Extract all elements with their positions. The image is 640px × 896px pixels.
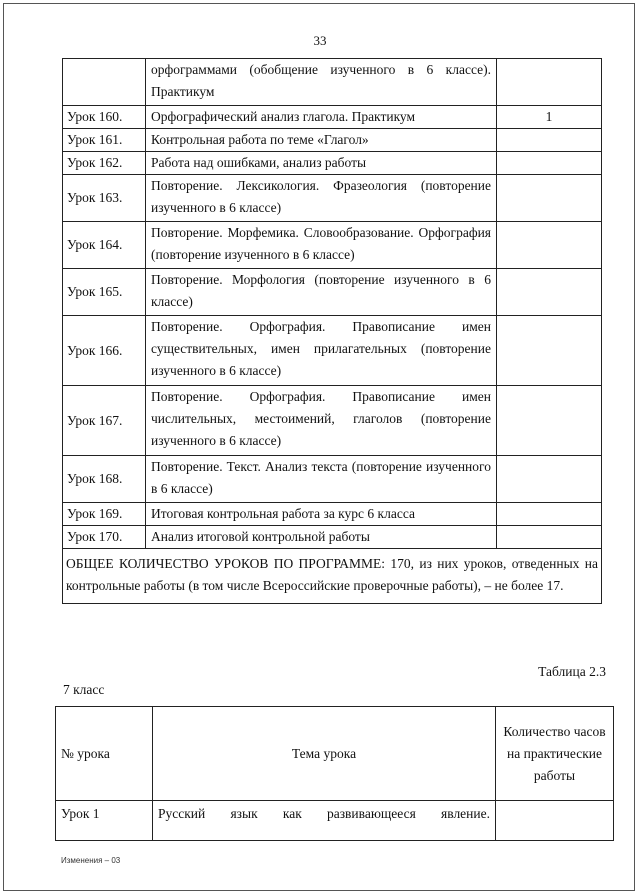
header-lesson-topic: Тема урока	[153, 707, 496, 801]
table-row	[63, 503, 602, 526]
total-row	[63, 549, 602, 604]
topic-cell: Повторение. Лексикология. Фразеология (повторение изученного в 6 классе)	[146, 175, 497, 222]
hours-cell	[497, 526, 602, 549]
table-header-row	[56, 707, 614, 801]
hours-cell	[497, 222, 602, 269]
lesson-cell: Урок 165.	[63, 269, 146, 316]
topic-cell: Русский язык как развивающееся явление.	[153, 801, 496, 841]
lesson-cell	[63, 59, 146, 106]
lesson-cell: Урок 162.	[63, 152, 146, 175]
hours-cell	[497, 386, 602, 456]
hours-cell	[497, 152, 602, 175]
table-row	[63, 386, 602, 456]
topic-cell: Итоговая контрольная работа за курс 6 класса	[146, 503, 497, 526]
topic-cell: орфограммами (обобщение изученного в 6 классе). Практикум	[146, 59, 497, 106]
total-lessons-note: ОБЩЕЕ КОЛИЧЕСТВО УРОКОВ ПО ПРОГРАММЕ: 170, из них уроков, отведенных на контрольные работы (в том числе Всероссийские проверочные работы), – не более 17.	[63, 549, 602, 604]
topic-cell: Орфографический анализ глагола. Практикум	[146, 106, 497, 129]
lessons-table-7-class	[55, 706, 614, 841]
table-row	[63, 222, 602, 269]
lesson-cell: Урок 168.	[63, 456, 146, 503]
header-practical-hours: Количество часов на практические работы	[496, 707, 614, 801]
topic-cell: Контрольная работа по теме «Глагол»	[146, 129, 497, 152]
table-row	[63, 526, 602, 549]
topic-cell: Повторение. Текст. Анализ текста (повторение изученного в 6 классе)	[146, 456, 497, 503]
table-row	[56, 801, 614, 841]
hours-cell	[496, 801, 614, 841]
topic-cell: Повторение. Орфография. Правописание имен числительных, местоимений, глаголов (повторение изученного в 6 классе)	[146, 386, 497, 456]
lessons-table-6-class	[62, 58, 602, 604]
topic-cell: Работа над ошибками, анализ работы	[146, 152, 497, 175]
page-number: 33	[313, 33, 327, 48]
table-row	[63, 456, 602, 503]
lesson-cell: Урок 160.	[63, 106, 146, 129]
table-row	[63, 175, 602, 222]
table-row	[63, 129, 602, 152]
hours-cell	[497, 175, 602, 222]
table-row	[63, 316, 602, 386]
footer-revision: Изменения – 03	[61, 856, 121, 865]
table-row	[63, 59, 602, 106]
table-row	[63, 152, 602, 175]
lesson-cell: Урок 170.	[63, 526, 146, 549]
hours-cell	[497, 316, 602, 386]
hours-cell	[497, 503, 602, 526]
lesson-cell: Урок 164.	[63, 222, 146, 269]
hours-cell	[497, 59, 602, 106]
hours-cell	[497, 456, 602, 503]
topic-cell: Повторение. Морфология (повторение изученного в 6 классе)	[146, 269, 497, 316]
topic-cell: Повторение. Морфемика. Словообразование. Орфография (повторение изученного в 6 классе)	[146, 222, 497, 269]
class-label: 7 класс	[63, 682, 105, 697]
table-caption: Таблица 2.3	[538, 664, 606, 679]
lesson-cell: Урок 1	[56, 801, 153, 841]
lesson-cell: Урок 161.	[63, 129, 146, 152]
header-lesson-number: № урока	[56, 707, 153, 801]
lesson-cell: Урок 163.	[63, 175, 146, 222]
lesson-cell: Урок 167.	[63, 386, 146, 456]
topic-cell: Анализ итоговой контрольной работы	[146, 526, 497, 549]
table-row	[63, 269, 602, 316]
lesson-cell: Урок 169.	[63, 503, 146, 526]
hours-cell: 1	[497, 106, 602, 129]
hours-cell	[497, 129, 602, 152]
hours-cell	[497, 269, 602, 316]
table-row	[63, 106, 602, 129]
topic-cell: Повторение. Орфография. Правописание имен существительных, имен прилагательных (повторение изученного в 6 классе)	[146, 316, 497, 386]
lesson-cell: Урок 166.	[63, 316, 146, 386]
